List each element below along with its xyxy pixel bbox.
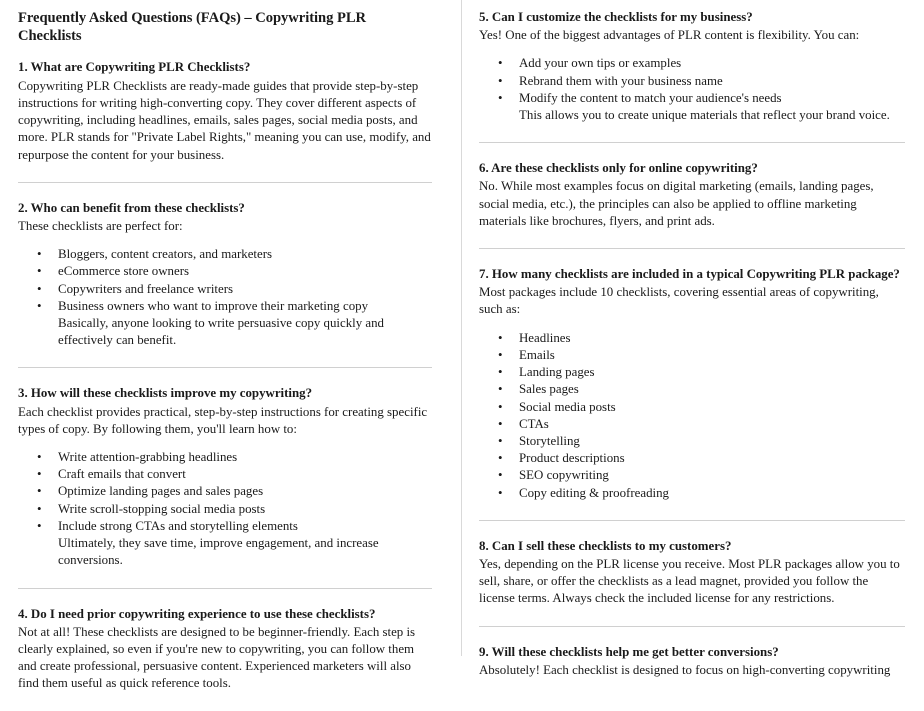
list-item-label: eCommerce store owners [58,264,190,279]
right-column [462,0,924,677]
list-item [479,433,905,450]
bullet-dot-icon: • [498,416,503,431]
list-item-label: Optimize landing pages and sales pages [58,484,264,499]
spacer [479,249,905,266]
spacer [479,230,905,248]
faq-question: 1. What are Copywriting PLR Checklists? [18,60,251,75]
list-item [479,364,905,381]
faq-answer: Not at all! These checklists are designed to be beginner-friendly. Each step is clearly explained, so even if you're new to copywriting, you can follow them and create professional, persuasive content. Experienced marketers will also find them useful as quick reference tools. [18,624,416,691]
bullet-dot-icon: • [498,468,503,483]
list-item-label: Craft emails that convert [58,467,186,482]
bullet-dot-icon: • [37,450,42,464]
list-item [18,263,432,280]
bullet-dot-icon: • [37,467,42,482]
faq-item [479,160,905,248]
left-column [0,0,462,691]
list-item [479,381,905,398]
faq-item [479,9,905,142]
faq-item [479,644,905,697]
faq-answer: These checklists are perfect for: [18,218,183,233]
list-item [479,330,905,347]
spacer [479,608,905,626]
faq-question: 8. Can I sell these checklists to my customers? [479,538,732,553]
spacer [479,679,905,697]
list-item [479,399,905,416]
bullet-dot-icon: • [37,264,42,279]
faq-bullet-list [18,246,432,349]
list-item-label: Copywriters and freelance writers [58,281,234,296]
faq-question: 3. How will these checklists improve my copywriting? [18,386,313,401]
spacer [18,349,432,367]
faq-answer: Copywriting PLR Checklists are ready-made guides that provide step-by-step instructions for writing high-converting copy. They cover different aspects of copywriting, including headlines, emails, sales pages, social media posts, and more. PLR stands for "Private Label Rights," meaning you can use, modify, and repurpose the content for your business. [18,78,431,162]
list-item-label: CTAs [519,416,549,431]
faq-item [479,266,905,520]
bullet-dot-icon: • [498,485,503,500]
bullet-dot-icon: • [37,501,42,516]
bullet-dot-icon: • [498,399,503,414]
list-item-label: Landing pages [519,365,595,380]
faq-question: 9. Will these checklists help me get better conversions? [479,644,779,659]
list-item [479,485,905,502]
list-item [18,246,432,263]
list-item [479,450,905,467]
faq-answer: Most packages include 10 checklists, covering essential areas of copywriting, such as: [479,285,879,317]
list-item [479,73,905,90]
faq-answer: No. While most examples focus on digital marketing (emails, landing pages, social media, etc.), the principles can also be applied to offline marketing materials like brochures, flyers, and print ads. [479,179,874,228]
faq-item [18,200,432,368]
spacer [479,502,905,520]
list-item-label: Business owners who want to improve their marketing copy [58,298,369,313]
list-item-label: SEO copywriting [519,468,609,483]
bullet-dot-icon: • [37,298,42,313]
faq-question: 6. Are these checklists only for online copywriting? [479,161,758,176]
spacer [18,368,432,385]
spacer [479,143,905,160]
list-item-label: Write attention-grabbing headlines [58,450,238,464]
faq-closing-note: Basically, anyone looking to write persuasive copy quickly and effectively can benefit. [58,315,385,348]
bullet-dot-icon: • [37,484,42,499]
list-item [479,347,905,364]
list-item-label: Include strong CTAs and storytelling elements [58,518,298,533]
faq-question: 4. Do I need prior copywriting experience to use these checklists? [18,606,376,621]
faq-answer: Yes, depending on the PLR license you receive. Most PLR packages allow you to sell, share, or offer the checklists as a lead magnet, provided you follow the license terms. Always check the included license for any restrictions. [479,557,900,606]
list-item-label: Headlines [519,330,571,345]
list-item-label: Rebrand them with your business name [519,73,723,88]
faq-list-right [479,9,905,697]
list-item [18,449,432,466]
spacer [479,521,905,538]
page-title: Frequently Asked Questions (FAQs) – Copywriting PLR Checklists [18,10,366,45]
list-item-label: Sales pages [519,382,579,397]
spacer [18,693,432,711]
list-item [18,466,432,483]
column-divider [461,0,462,656]
faq-bullet-list [479,55,905,124]
list-item-label: Add your own tips or examples [519,56,682,71]
bullet-dot-icon: • [498,330,503,345]
list-item [479,90,905,107]
bullet-dot-icon: • [37,247,42,262]
list-item-label: Social media posts [519,399,616,414]
bullet-dot-icon: • [498,382,503,397]
list-item [18,501,432,518]
faq-bullet-list [18,449,432,570]
faq-closing-note: Ultimately, they save time, improve engagement, and increase conversions. [58,536,379,568]
list-item-label: Product descriptions [519,451,625,466]
faq-question: 7. How many checklists are included in a typical Copywriting PLR package? [479,267,900,282]
spacer [479,124,905,142]
bullet-dot-icon: • [498,56,503,71]
spacer [18,570,432,588]
faq-question: 2. Who can benefit from these checklists? [18,200,245,215]
faq-item [479,538,905,626]
list-item-label: Emails [519,347,555,362]
faq-answer: Absolutely! Each checklist is designed to focus on high-converting copywriting [479,662,891,677]
bullet-dot-icon: • [498,433,503,448]
list-item-label: Copy editing & proofreading [519,485,670,500]
spacer [18,164,432,182]
list-item [479,55,905,72]
bullet-dot-icon: • [498,347,503,362]
bullet-dot-icon: • [498,73,503,88]
faq-question: 5. Can I customize the checklists for my business? [479,10,753,24]
list-item-label: Write scroll-stopping social media posts [58,501,266,516]
list-item [479,467,905,484]
faq-item [18,606,432,711]
list-item [479,416,905,433]
list-item [18,518,432,535]
list-item [18,483,432,500]
bullet-dot-icon: • [498,451,503,466]
list-item [18,298,432,315]
faq-closing-note: This allows you to create unique materials that reflect your brand voice. [519,108,890,123]
faq-bullet-list [479,330,905,502]
faq-answer: Yes! One of the biggest advantages of PLR content is flexibility. You can: [479,28,860,43]
list-item [18,281,432,298]
list-item-label: Storytelling [519,433,580,448]
faq-answer: Each checklist provides practical, step-by-step instructions for creating specific types of copy. By following them, you'll learn how to: [18,404,428,436]
faq-item [18,385,432,587]
spacer [18,589,432,606]
spacer [18,183,432,200]
list-item-label: Modify the content to match your audience's needs [519,90,782,105]
bullet-dot-icon: • [498,90,503,105]
faq-list-left [18,59,432,710]
spacer [479,627,905,644]
list-item-label: Bloggers, content creators, and marketers [58,247,273,262]
faq-item [18,59,432,181]
bullet-dot-icon: • [498,365,503,380]
bullet-dot-icon: • [37,281,42,296]
bullet-dot-icon: • [37,518,42,533]
